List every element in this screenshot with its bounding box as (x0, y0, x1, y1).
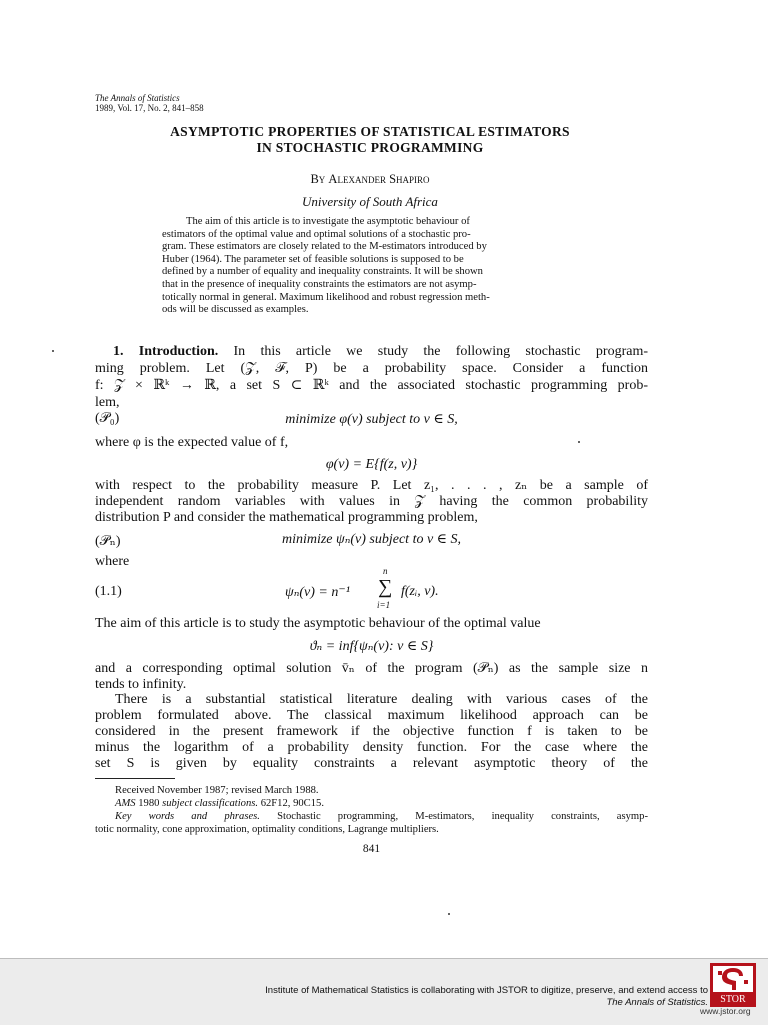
body-line: distribution P and consider the mathematical programming problem, (95, 510, 478, 525)
abstract (162, 216, 582, 317)
body-line: problem formulated above. The classical maximum likelihood approach can be (95, 708, 648, 723)
title-line-2: IN STOCHASTIC PROGRAMMING (256, 140, 484, 155)
equation-1-1 (285, 566, 525, 614)
equation-label: (1.1) (95, 584, 122, 599)
equation-label: (𝒫ₙ) (95, 534, 121, 549)
footer-line-2: The Annals of Statistics. (606, 997, 708, 1008)
body-line: where (95, 554, 130, 569)
intro-line (95, 344, 648, 360)
body-line: independent random variables with values in 𝒵 having the common probability (95, 494, 648, 509)
intro-line: f: 𝒵 × ℝᵏ → ℝ, a set S ⊂ ℝᵏ and the associated stochastic programming prob- (95, 378, 648, 393)
body-line: tends to infinity. (95, 677, 187, 692)
abstract-line: gram. These estimators are closely related to the M-estimators introduced by (162, 241, 487, 253)
ams-codes: 62F12, 90C15. (260, 798, 324, 809)
equation-phi: φ(v) = E{f(z, v)} (325, 457, 418, 472)
scan-speck (578, 441, 580, 443)
affiliation: University of South Africa (302, 194, 438, 209)
body-line: The aim of this article is to study the asymptotic behaviour of the optimal value (95, 616, 541, 631)
body-line: considered in the present framework if the objective function f is taken to be (95, 724, 648, 739)
footer-notice (265, 985, 708, 1009)
footnote-received: Received November 1987; revised March 1988. (115, 785, 319, 796)
intro-line: ming problem. Let (𝒵, ℱ, P) be a probability space. Consider a function (95, 361, 648, 376)
jstor-logo-icon (710, 963, 756, 1007)
abstract-line: defined by a number of equality and inequality constraints. It will be shown (162, 266, 483, 278)
jstor-url[interactable]: www.jstor.org (700, 1006, 751, 1016)
equation-rhs: f(zᵢ, v). (401, 584, 439, 599)
scan-speck (52, 350, 54, 352)
jstor-logo[interactable] (710, 963, 756, 1007)
footer-line-1: Institute of Mathematical Statistics is collaborating with JSTOR to digitize, preserve, and extend access to (265, 985, 708, 996)
body-line: minus the logarithm of a probability density function. For the case where the (95, 740, 648, 755)
intro-text: In this article we study the following stochastic program- (233, 344, 648, 359)
keywords-line: Stochastic programming, M-estimators, inequality constraints, asymp- (277, 811, 648, 822)
journal-volume: 1989, Vol. 17, No. 2, 841–858 (95, 103, 204, 113)
body-line: There is a substantial statistical literature dealing with various cases of the (115, 692, 648, 707)
body-line: and a corresponding optimal solution v̄ₙ of the program (𝒫ₙ) as the sample size n (95, 661, 648, 676)
sum-lower: i=1 (377, 600, 391, 610)
jstor-logo-text: STOR (720, 994, 746, 1005)
page-number: 841 (362, 843, 381, 855)
byline (90, 172, 650, 187)
ams-label: AMS (115, 798, 136, 809)
equation-theta: ϑₙ = inf{ψₙ(v): v ∈ S} (309, 639, 434, 654)
intro-line: lem, (95, 395, 120, 410)
equation-lhs: ψₙ(v) = n⁻¹ (285, 585, 350, 600)
equation-label: (𝒫₀) (95, 411, 120, 426)
abstract-line: ods will be discussed as examples. (162, 304, 309, 316)
abstract-line: Huber (1964). The parameter set of feasible solutions is supposed to be (162, 253, 464, 265)
keywords-label: Key words and phrases. (115, 811, 260, 822)
footnote-keywords-cont: totic normality, cone approximation, optimality conditions, Lagrange multipliers. (95, 824, 439, 835)
abstract-line: totically normal in general. Maximum likelihood and robust regression meth- (162, 291, 490, 303)
body-line: where φ is the expected value of f, (95, 435, 289, 450)
journal-name: The Annals of Statistics (95, 93, 180, 103)
abstract-line: that in the presence of inequality constraints the estimators are not asymp- (162, 278, 477, 290)
body-line: set S is given by equality constraints a relevant asymptotic theory of the (95, 756, 648, 771)
footnote-rule (95, 778, 175, 779)
abstract-line: estimators of the optimal value and optimal solutions of a stochastic pro- (162, 228, 471, 240)
byline-by: By (310, 172, 326, 186)
abstract-line: The aim of this article is to investigate the asymptotic behaviour of (186, 216, 470, 227)
sum-upper: n (383, 566, 388, 576)
equation-p0: minimize φ(v) subject to v ∈ S, (285, 412, 458, 427)
title-line-1: ASYMPTOTIC PROPERTIES OF STATISTICAL ESTIMATORS (170, 124, 570, 139)
footnote-keywords (95, 811, 648, 824)
sum-sign: ∑ (378, 576, 393, 598)
scan-speck (448, 913, 450, 915)
ams-year: 1980 (138, 798, 160, 809)
equation-pn: minimize ψₙ(v) subject to v ∈ S, (281, 532, 462, 547)
ams-text: subject classifications. (162, 798, 259, 809)
body-line: with respect to the probability measure P. Let z₁, . . . , zₙ be a sample of (95, 478, 648, 493)
section-heading: 1. Introduction. (113, 344, 219, 359)
author-name: Alexander Shapiro (328, 172, 430, 186)
footnote-ams (95, 798, 668, 811)
